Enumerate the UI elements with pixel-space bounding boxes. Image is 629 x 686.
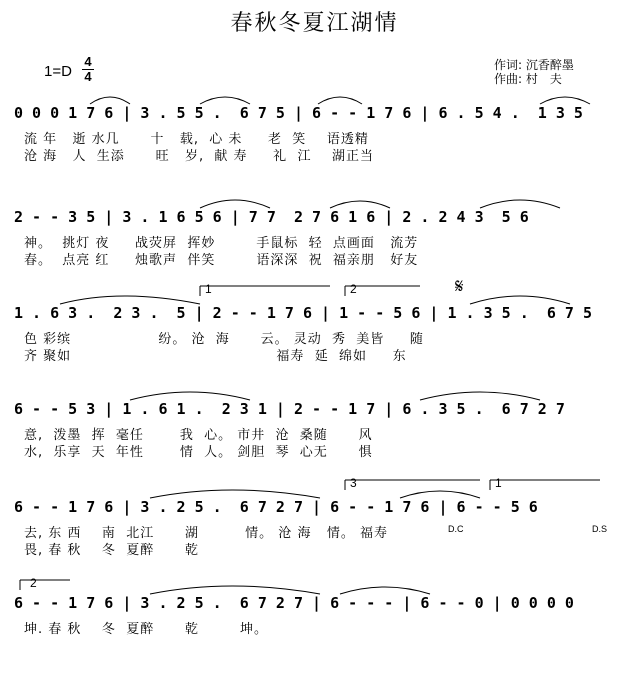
- notation-line: 2 - - 3 5 | 3 . 1 6 5 6 | 7 7 2 7 6 1 6 | 2 . 2 4 3 5 6: [14, 208, 529, 226]
- volta-1: 1: [205, 282, 212, 296]
- lyric-verse-1: 色 彩缤 纷。 沧 海 云。 灵动 秀 美皆 随: [24, 332, 424, 347]
- lyric-verse-1: 坤. 春 秋 冬 夏醉 乾 坤。: [24, 622, 269, 637]
- notation-line: 6 - - 1 7 6 | 3 . 2 5 . 6 7 2 7 | 6 - - - | 6 - - 0 | 0 0 0 0: [14, 594, 574, 612]
- time-signature-top: 4: [84, 54, 92, 69]
- score-system-1: [0, 96, 629, 196]
- lyric-verse-2: 春。 点亮 红 烛歌声 伴笑 语深深 祝 福亲朋 好友: [24, 253, 419, 268]
- dc-mark: D.C: [448, 524, 464, 534]
- credits: [494, 58, 574, 86]
- lyric-verse-2: 齐 聚如 福寿 延 绵如 东: [24, 349, 407, 364]
- volta-3: 3: [350, 476, 357, 490]
- segno-icon: 𝄋: [455, 274, 464, 298]
- ds-mark: D.S: [592, 524, 608, 534]
- score-system-3: [0, 274, 629, 396]
- page-title: 春秋冬夏江湖情: [230, 11, 399, 36]
- time-signature-bottom: 4: [84, 69, 92, 84]
- lyricist: 作词: 沉香醉墨: [494, 58, 574, 72]
- score-system-4: [0, 392, 629, 492]
- notation-line: 1 . 6 3 . 2 3 . 5 | 2 - - 1 7 6 | 1 - - 5 6 | 1 . 3 5 . 6 7 5: [14, 304, 592, 322]
- lyric-verse-2: 沧 海 人 生添 旺 岁, 献 寿 礼 江 湖正当: [24, 149, 374, 164]
- time-signature: [82, 56, 94, 83]
- score-system-2: [0, 200, 629, 300]
- notation-line: 0 0 0 1 7 6 | 3 . 5 5 . 6 7 5 | 6 - - 1 7 6 | 6 . 5 4 . 1 3 5: [14, 104, 583, 122]
- score-system-6: [0, 576, 629, 686]
- lyric-verse-1: 意, 泼墨 挥 毫任 我 心。 市井 沧 桑随 风: [24, 428, 373, 443]
- lyric-verse-2: 畏, 春 秋 冬 夏醉 乾: [24, 543, 199, 558]
- lyric-verse-2: 水, 乐享 天 年性 情 人。 剑胆 琴 心无 惧: [24, 445, 373, 460]
- key-signature: 1=D: [44, 63, 72, 80]
- composer: 作曲: 村 夫: [494, 72, 562, 86]
- notation-line: 6 - - 5 3 | 1 . 6 1 . 2 3 1 | 2 - - 1 7 | 6 . 3 5 . 6 7 2 7: [14, 400, 565, 418]
- lyric-verse-1: 流 年 逝 水几 十 载, 心 未 老 笑 语透精: [24, 132, 369, 147]
- lyric-verse-1: 去, 东 西 南 北江 湖 情。 沧 海 情。 福寿: [24, 526, 388, 541]
- volta-1b: 1: [495, 476, 502, 490]
- volta-2b: 2: [30, 576, 37, 590]
- lyric-verse-1: 神。 挑灯 夜 战荧屏 挥妙 手鼠标 轻 点画面 流芳: [24, 236, 419, 251]
- volta-2: 2: [350, 282, 357, 296]
- notation-line: 6 - - 1 7 6 | 3 . 2 5 . 6 7 2 7 | 6 - - 1 7 6 | 6 - - 5 6: [14, 498, 538, 516]
- score-system-5: [0, 476, 629, 590]
